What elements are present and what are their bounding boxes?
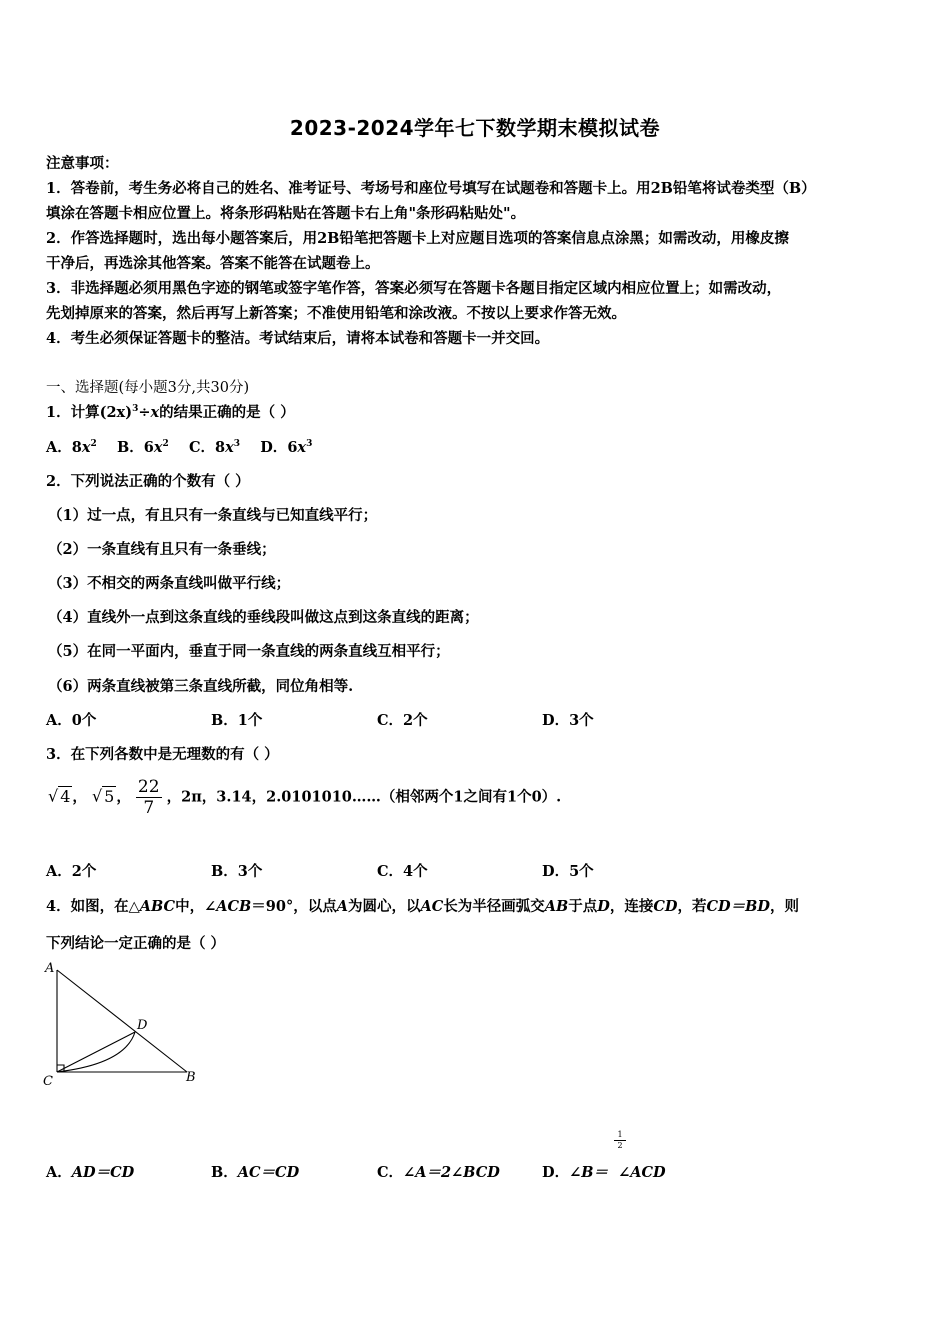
text: A [336,898,348,915]
q1-suffix: 的结果正确的是（ ） [159,404,295,421]
label-a: A [45,961,55,976]
option-var: x [297,439,307,456]
segment-cd [57,1032,135,1072]
option-exp: 3 [306,439,313,449]
question-2-stem: 2．下列说法正确的个数有（ ） [46,473,250,490]
text: ，则 [769,898,799,915]
q3-option-a[interactable]: A．2个 [46,863,97,880]
option-var: x [81,439,91,456]
option-coef: 8 [215,439,226,456]
q1-expr-div: ÷ [138,404,151,421]
option-label: D． [542,1164,570,1181]
text: 为圆心，以 [347,898,421,915]
q1-option-b[interactable] [117,439,169,456]
option-label: C． [377,1164,404,1181]
option-label: C． [188,439,216,456]
option-exp: 2 [162,439,169,449]
q1-expr-var: x [150,404,160,421]
option-var: x [225,439,234,456]
question-3-stem: 3．在下列各数中是无理数的有（ ） [46,746,279,763]
label-c: C [43,1074,53,1088]
denominator: 7 [143,798,155,818]
radicand: 5 [104,786,115,806]
text: ，连接 [609,898,654,915]
question-1-options [46,436,312,457]
numerator: 1 [614,1130,626,1141]
text: AC [420,898,444,915]
question-4-stem [46,895,799,916]
question-1-stem [46,401,295,422]
denominator: 2 [617,1141,623,1150]
notice-line: 1．答卷前，考生务必将自己的姓名、准考证号、考场号和座位号填写在试题卷和答题卡上。用2B铅笔将试卷类型（B） [46,180,816,197]
text: ABC [139,898,176,915]
q4-option-d-fraction [614,1130,626,1151]
option-text: ∠B＝ [569,1164,608,1181]
text: ，若 [677,898,707,915]
sqrt-5: √ 5 [91,786,115,806]
text: ＝90°，以点 [251,898,337,915]
triangle-figure [40,958,210,1088]
q3-option-b[interactable]: B．3个 [211,863,263,880]
fraction-22-7 [136,777,162,818]
text: 于点 [568,898,598,915]
text: 中，∠ [175,898,217,915]
q4-option-c[interactable] [377,1161,500,1182]
option-exp: 2 [90,439,97,449]
notice-line: 干净后，再选涂其他答案。答案不能答在试题卷上。 [46,255,380,272]
text: AB [544,898,569,915]
numerator: 22 [137,777,160,797]
q2-statement: （3）不相交的两条直线叫做平行线； [48,575,291,592]
q1-option-c[interactable] [189,439,240,456]
radicand: 4 [60,786,71,806]
option-coef: 8 [71,439,82,456]
option-var: x [153,439,163,456]
q1-expr-base: (2x) [99,404,133,421]
separator: ， [116,788,131,806]
question-4-stem-line2: 下列结论一定正确的是（ ） [46,935,226,952]
notice-line: 填涂在答题卡相应位置上。将条形码粘贴在答题卡右上角"条形码粘贴处"。 [46,205,526,222]
q1-expr-exp: 3 [132,404,139,414]
option-label: A． [46,439,72,456]
notice-line: 3．非选择题必须用黑色字迹的钢笔或签字笔作答，答案必须写在答题卡各题目指定区域内相应位置上；如需改动， [46,280,782,297]
option-text: AD＝CD [71,1164,135,1181]
q2-statement: （5）在同一平面内，垂直于同一条直线的两条直线互相平行； [48,643,450,660]
option-label: B． [211,1164,238,1181]
option-text: AC＝CD [237,1164,300,1181]
separator: ， [72,788,87,806]
text: ACB [216,898,252,915]
notice-heading: 注意事项： [46,155,119,172]
option-label: A． [46,1164,72,1181]
label-d: D [137,1018,148,1033]
notice-line: 4．考生必须保证答题卡的整洁。考试结束后，请将本试卷和答题卡一并交回。 [46,330,550,347]
q2-statement: （4）直线外一点到这条直线的垂线段叫做这点到这条直线的距离； [48,609,479,626]
notice-line: 2．作答选择题时，选出每小题答案后，用2B铅笔把答题卡上对应题目选项的答案信息点涂黑；如需改动，用橡皮擦 [46,230,789,247]
q3-numbers [48,777,561,818]
text: CD＝BD [706,898,770,915]
q4-option-b[interactable] [211,1161,299,1182]
page-title: 2023-2024学年七下数学期末模拟试卷 [289,116,661,140]
label-b: B [186,1070,196,1085]
q4-option-a[interactable] [46,1161,134,1182]
q2-statement: （6）两条直线被第三条直线所截，同位角相等. [48,678,354,695]
q2-statement: （1）过一点，有且只有一条直线与已知直线平行； [48,507,378,524]
q3-option-c[interactable]: C．4个 [377,863,428,880]
option-label: B． [116,439,144,456]
q2-option-a[interactable]: A．0个 [46,712,97,729]
q1-option-d[interactable] [260,439,312,456]
segment-ab [57,970,187,1072]
section-heading: 一、选择题(每小题3分,共30分) [46,380,250,396]
q3-option-d[interactable]: D．5个 [542,863,594,880]
q4-option-d[interactable] [542,1161,666,1182]
sqrt-4: √ 4 [48,786,71,806]
text: 长为半径画弧交 [443,898,545,915]
option-coef: 6 [143,439,154,456]
text: D [597,898,610,915]
q3-rest: ，2π，3.14，2.0101010……（相邻两个1之间有1个0）. [166,788,562,806]
text: CD [653,898,678,915]
option-label: D． [260,439,288,456]
notice-line: 先划掉原来的答案，然后再写上新答案；不准使用铅笔和涂改液。不按以上要求作答无效。 [46,305,626,322]
option-text: ∠A＝2∠BCD [403,1164,500,1181]
q2-option-d[interactable]: D．3个 [542,712,594,729]
q1-option-a[interactable] [46,439,97,456]
option-exp: 3 [233,439,241,449]
q1-prefix: 1．计算 [46,404,100,421]
text: 4．如图，在△ [46,898,140,915]
option-coef: 6 [287,439,298,456]
q2-statement: （2）一条直线有且只有一条垂线； [48,541,276,558]
option-text: ∠ACD [618,1164,666,1181]
q2-option-b[interactable]: B．1个 [211,712,263,729]
q2-option-c[interactable]: C．2个 [377,712,428,729]
